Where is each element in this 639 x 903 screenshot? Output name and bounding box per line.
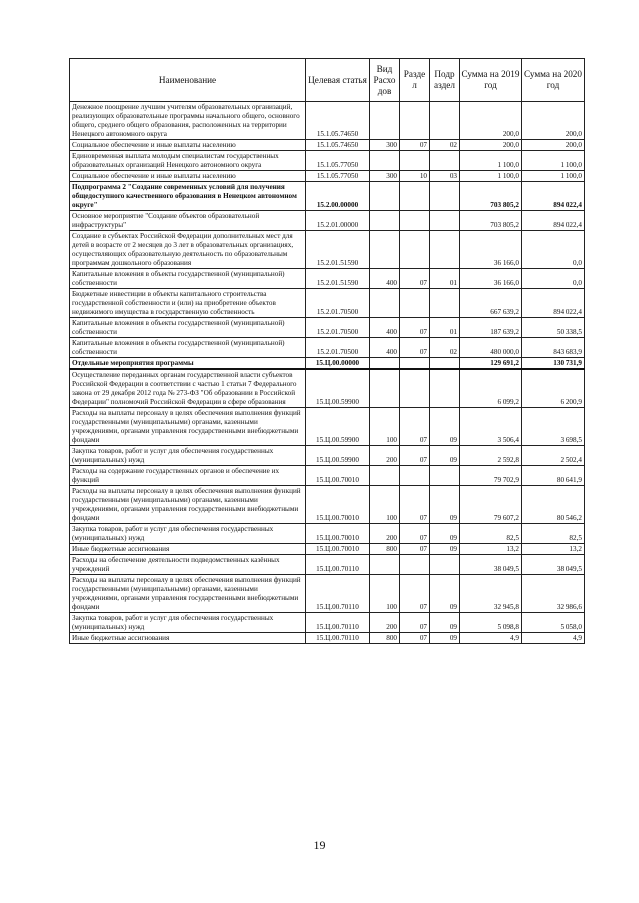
cell-sum-2019: 32 945,8 <box>460 575 522 613</box>
cell-subsection: 09 <box>430 633 460 644</box>
header-row <box>70 59 585 102</box>
cell-expense-type <box>370 358 400 370</box>
cell-expense-type <box>370 466 400 486</box>
cell-section <box>400 182 430 211</box>
cell-sum-2020: 843 683,9 <box>522 338 585 358</box>
cell-name: Отдельные мероприятия программы <box>70 358 306 370</box>
cell-subsection: 09 <box>430 486 460 524</box>
cell-sum-2020: 894 022,4 <box>522 182 585 211</box>
table-row <box>70 486 585 524</box>
cell-name: Закупка товаров, работ и услуг для обеспечения государственных (муниципальных) нужд <box>70 613 306 633</box>
cell-target-article: 15.2.01.51590 <box>306 231 370 269</box>
cell-expense-type <box>370 182 400 211</box>
cell-target-article: 15.1.05.74650 <box>306 140 370 151</box>
table-row <box>70 231 585 269</box>
cell-subsection: 09 <box>430 544 460 555</box>
cell-expense-type: 300 <box>370 140 400 151</box>
cell-target-article: 15.1.05.77050 <box>306 171 370 182</box>
cell-name: Осуществление переданных органам государственной власти субъектов Российской Федерации в соответствии с частью 1 статьи 7 Федерального закона от 29 декабря 2012 года № 273-ФЗ "Об образовании в Российской Федерации" полномочий Российской Федерации в сфере образования <box>70 369 306 408</box>
cell-sum-2020: 200,0 <box>522 102 585 140</box>
cell-section: 07 <box>400 408 430 446</box>
cell-sum-2020: 3 698,5 <box>522 408 585 446</box>
cell-section <box>400 358 430 370</box>
cell-section: 07 <box>400 633 430 644</box>
cell-sum-2019: 703 805,2 <box>460 182 522 211</box>
cell-section: 10 <box>400 171 430 182</box>
cell-section: 07 <box>400 613 430 633</box>
cell-expense-type: 800 <box>370 633 400 644</box>
cell-name: Денежное поощрение лучшим учителям образовательных организаций, реализующих образовательные программы начального общего, основного общего, среднего общего образования, расположенных на территории Ненецкого автономного округа <box>70 102 306 140</box>
cell-target-article: 15.Ц.00.70010 <box>306 544 370 555</box>
table-row <box>70 524 585 544</box>
header-sum-2019: Сумма на 2019 год <box>460 59 522 102</box>
cell-section <box>400 211 430 231</box>
table-row <box>70 466 585 486</box>
cell-sum-2019: 667 639,2 <box>460 289 522 318</box>
cell-target-article: 15.2.00.00000 <box>306 182 370 211</box>
cell-sum-2019: 480 000,0 <box>460 338 522 358</box>
cell-name: Подпрограмма 2 "Создание современных условий для получения общедоступного качественного образования в Ненецком автономном округе" <box>70 182 306 211</box>
cell-subsection: 03 <box>430 171 460 182</box>
cell-sum-2019: 200,0 <box>460 140 522 151</box>
cell-subsection <box>430 102 460 140</box>
cell-target-article: 15.Ц.00.70010 <box>306 466 370 486</box>
cell-sum-2019: 79 702,9 <box>460 466 522 486</box>
page-number: 19 <box>313 838 326 852</box>
cell-sum-2020: 130 731,9 <box>522 358 585 370</box>
table-row <box>70 182 585 211</box>
cell-sum-2020: 4,9 <box>522 633 585 644</box>
table-row <box>70 358 585 370</box>
cell-sum-2019: 4,9 <box>460 633 522 644</box>
cell-section: 07 <box>400 544 430 555</box>
cell-section: 07 <box>400 524 430 544</box>
cell-target-article: 15.2.01.51590 <box>306 269 370 289</box>
cell-expense-type: 100 <box>370 486 400 524</box>
cell-sum-2019: 187 639,2 <box>460 318 522 338</box>
cell-name: Единовременная выплата молодым специалистам государственных образовательных организаций Ненецкого автономного округа <box>70 151 306 171</box>
cell-target-article: 15.2.01.70500 <box>306 318 370 338</box>
cell-name: Создание в субъектах Российской Федерации дополнительных мест для детей в возрасте от 2 месяцев до 3 лет в образовательных организациях, осуществляющих образовательную деятельность по образовательным программам дошкольного образования <box>70 231 306 269</box>
cell-sum-2019: 2 592,8 <box>460 446 522 466</box>
cell-section: 07 <box>400 140 430 151</box>
cell-sum-2020: 894 022,4 <box>522 289 585 318</box>
cell-name: Расходы на обеспечение деятельности подведомственных казённых учреждений <box>70 555 306 575</box>
cell-section <box>400 151 430 171</box>
cell-target-article: 15.1.05.77050 <box>306 151 370 171</box>
cell-section <box>400 231 430 269</box>
cell-sum-2020: 0,0 <box>522 231 585 269</box>
cell-sum-2020: 2 502,4 <box>522 446 585 466</box>
cell-subsection: 09 <box>430 575 460 613</box>
cell-sum-2020: 5 058,0 <box>522 613 585 633</box>
cell-name: Расходы на содержание государственных органов и обеспечение их функций <box>70 466 306 486</box>
cell-section <box>400 369 430 408</box>
cell-sum-2020: 80 546,2 <box>522 486 585 524</box>
header-expense-type: Вид Расхо дов <box>370 59 400 102</box>
cell-expense-type: 200 <box>370 446 400 466</box>
cell-name: Капитальные вложения в объекты государственной (муниципальной) собственности <box>70 338 306 358</box>
table-row <box>70 633 585 644</box>
cell-expense-type <box>370 151 400 171</box>
cell-expense-type: 200 <box>370 613 400 633</box>
cell-subsection: 09 <box>430 524 460 544</box>
cell-sum-2019: 13,2 <box>460 544 522 555</box>
cell-expense-type <box>370 369 400 408</box>
cell-name: Иные бюджетные ассигнования <box>70 544 306 555</box>
cell-sum-2020: 32 986,6 <box>522 575 585 613</box>
cell-subsection <box>430 555 460 575</box>
cell-target-article: 15.Ц.00.70110 <box>306 555 370 575</box>
cell-section <box>400 102 430 140</box>
cell-subsection: 09 <box>430 408 460 446</box>
cell-sum-2020: 894 022,4 <box>522 211 585 231</box>
cell-section: 07 <box>400 575 430 613</box>
header-subsection: Подр аздел <box>430 59 460 102</box>
cell-subsection <box>430 151 460 171</box>
cell-sum-2019: 200,0 <box>460 102 522 140</box>
cell-expense-type: 100 <box>370 408 400 446</box>
cell-section: 07 <box>400 486 430 524</box>
cell-expense-type: 400 <box>370 269 400 289</box>
table-row <box>70 446 585 466</box>
cell-target-article: 15.Ц.00.59900 <box>306 408 370 446</box>
cell-section: 07 <box>400 446 430 466</box>
cell-name: Капитальные вложения в объекты государственной (муниципальной) собственности <box>70 318 306 338</box>
cell-subsection <box>430 211 460 231</box>
cell-sum-2020: 13,2 <box>522 544 585 555</box>
table-row <box>70 289 585 318</box>
cell-sum-2020: 82,5 <box>522 524 585 544</box>
cell-sum-2019: 79 607,2 <box>460 486 522 524</box>
cell-name: Закупка товаров, работ и услуг для обеспечения государственных (муниципальных) нужд <box>70 524 306 544</box>
cell-sum-2020: 50 338,5 <box>522 318 585 338</box>
cell-expense-type: 800 <box>370 544 400 555</box>
budget-table-sheet <box>69 58 584 644</box>
cell-sum-2019: 6 099,2 <box>460 369 522 408</box>
cell-target-article: 15.1.05.74650 <box>306 102 370 140</box>
cell-name: Бюджетные инвестиции в объекты капитального строительства государственной собственности и (или) на приобретение объектов недвижимого имущества в государственную собственность <box>70 289 306 318</box>
cell-subsection <box>430 358 460 370</box>
cell-name: Расходы на выплаты персоналу в целях обеспечения выполнения функций государственными (муниципальными) органами, казенными учреждениями, органами управления государственными внебюджетными фондами <box>70 575 306 613</box>
table-row <box>70 544 585 555</box>
cell-sum-2020: 38 049,5 <box>522 555 585 575</box>
cell-subsection: 02 <box>430 338 460 358</box>
table-row <box>70 369 585 408</box>
table-body <box>70 102 585 644</box>
cell-expense-type: 400 <box>370 338 400 358</box>
cell-expense-type: 300 <box>370 171 400 182</box>
cell-expense-type: 400 <box>370 318 400 338</box>
cell-section <box>400 466 430 486</box>
table-row <box>70 318 585 338</box>
cell-target-article: 15.2.01.70500 <box>306 338 370 358</box>
cell-section: 07 <box>400 318 430 338</box>
table-row <box>70 555 585 575</box>
cell-subsection <box>430 369 460 408</box>
table-row <box>70 102 585 140</box>
cell-sum-2020: 0,0 <box>522 269 585 289</box>
cell-subsection: 01 <box>430 269 460 289</box>
table-row <box>70 151 585 171</box>
header-target-article: Целевая статья <box>306 59 370 102</box>
cell-name: Закупка товаров, работ и услуг для обеспечения государственных (муниципальных) нужд <box>70 446 306 466</box>
cell-name: Капитальные вложения в объекты государственной (муниципальной) собственности <box>70 269 306 289</box>
cell-name: Иные бюджетные ассигнования <box>70 633 306 644</box>
cell-section <box>400 289 430 318</box>
cell-section: 07 <box>400 269 430 289</box>
cell-section <box>400 555 430 575</box>
cell-sum-2019: 129 691,2 <box>460 358 522 370</box>
cell-sum-2020: 6 200,9 <box>522 369 585 408</box>
cell-sum-2019: 1 100,0 <box>460 151 522 171</box>
cell-subsection <box>430 466 460 486</box>
cell-sum-2019: 1 100,0 <box>460 171 522 182</box>
cell-sum-2019: 82,5 <box>460 524 522 544</box>
cell-sum-2020: 200,0 <box>522 140 585 151</box>
table-row <box>70 171 585 182</box>
cell-expense-type <box>370 555 400 575</box>
cell-section: 07 <box>400 338 430 358</box>
table-row <box>70 211 585 231</box>
cell-target-article: 15.2.01.00000 <box>306 211 370 231</box>
cell-name: Социальное обеспечение и иные выплаты населению <box>70 140 306 151</box>
cell-target-article: 15.Ц.00.70010 <box>306 486 370 524</box>
table-row <box>70 575 585 613</box>
cell-subsection <box>430 289 460 318</box>
cell-name: Социальное обеспечение и иные выплаты населению <box>70 171 306 182</box>
cell-expense-type: 100 <box>370 575 400 613</box>
cell-expense-type: 200 <box>370 524 400 544</box>
cell-name: Расходы на выплаты персоналу в целях обеспечения выполнения функций государственными (муниципальными) органами, казенными учреждениями, органами управления государственными внебюджетными фондами <box>70 408 306 446</box>
cell-target-article: 15.Ц.00.59900 <box>306 369 370 408</box>
cell-expense-type <box>370 211 400 231</box>
header-sum-2020: Сумма на 2020 год <box>522 59 585 102</box>
cell-subsection: 09 <box>430 613 460 633</box>
cell-target-article: 15.Ц.00.70110 <box>306 633 370 644</box>
cell-sum-2019: 5 098,8 <box>460 613 522 633</box>
table-row <box>70 408 585 446</box>
cell-target-article: 15.2.01.70500 <box>306 289 370 318</box>
header-name: Наименование <box>70 59 306 102</box>
table-row <box>70 338 585 358</box>
cell-subsection: 01 <box>430 318 460 338</box>
budget-table <box>69 58 585 644</box>
table-row <box>70 140 585 151</box>
table-row <box>70 269 585 289</box>
cell-sum-2019: 36 166,0 <box>460 231 522 269</box>
cell-subsection <box>430 231 460 269</box>
cell-sum-2020: 1 100,0 <box>522 171 585 182</box>
cell-sum-2020: 1 100,0 <box>522 151 585 171</box>
cell-expense-type <box>370 102 400 140</box>
cell-target-article: 15.Ц.00.59900 <box>306 446 370 466</box>
cell-sum-2019: 38 049,5 <box>460 555 522 575</box>
cell-subsection: 09 <box>430 446 460 466</box>
cell-target-article: 15.Ц.00.70010 <box>306 524 370 544</box>
cell-sum-2020: 80 641,9 <box>522 466 585 486</box>
cell-subsection: 02 <box>430 140 460 151</box>
cell-sum-2019: 3 506,4 <box>460 408 522 446</box>
cell-expense-type <box>370 289 400 318</box>
cell-subsection <box>430 182 460 211</box>
cell-target-article: 15.Ц.00.00000 <box>306 358 370 370</box>
cell-target-article: 15.Ц.00.70110 <box>306 613 370 633</box>
header-section: Разде л <box>400 59 430 102</box>
cell-name: Расходы на выплаты персоналу в целях обеспечения выполнения функций государственными (муниципальными) органами, казенными учреждениями, органами управления государственными внебюджетными фондами <box>70 486 306 524</box>
cell-expense-type <box>370 231 400 269</box>
cell-sum-2019: 703 805,2 <box>460 211 522 231</box>
table-row <box>70 613 585 633</box>
cell-sum-2019: 36 166,0 <box>460 269 522 289</box>
cell-target-article: 15.Ц.00.70110 <box>306 575 370 613</box>
cell-name: Основное мероприятие "Создание объектов образовательной инфраструктуры" <box>70 211 306 231</box>
